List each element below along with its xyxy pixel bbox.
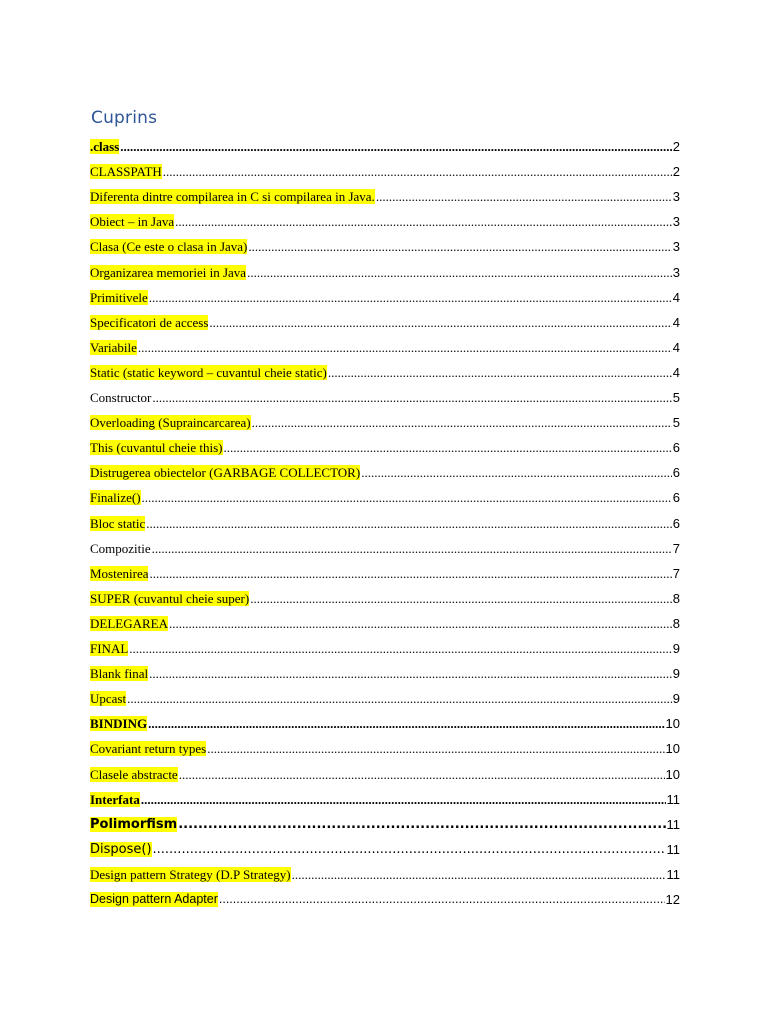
- toc-entry-label: Static (static keyword – cuvantul cheie static): [90, 364, 327, 380]
- toc-entry-page-number: 9: [672, 666, 680, 682]
- toc-entry-label: Variabile: [90, 339, 137, 355]
- toc-entry[interactable]: [90, 584, 680, 606]
- toc-dot-leader: [252, 415, 672, 430]
- toc-entry-page-number: 5: [672, 390, 680, 405]
- toc-entry[interactable]: [90, 132, 680, 154]
- toc-entry-label: This (cuvantul cheie this): [90, 440, 223, 456]
- toc-dot-leader: [152, 541, 672, 556]
- toc-dot-leader: [207, 741, 664, 756]
- toc-entry-page-number: 9: [672, 641, 680, 656]
- toc-entry-label: Polimorfism: [90, 816, 178, 832]
- toc-entry-page-number: 6: [672, 440, 680, 456]
- toc-entry-page-number: 8: [672, 615, 680, 631]
- toc-entry-label: Diferenta dintre compilarea in C si compilarea in Java.: [90, 189, 375, 205]
- toc-dot-leader: [219, 892, 665, 907]
- toc-entry-page-number: 3: [672, 189, 680, 205]
- toc-entry[interactable]: [90, 684, 680, 706]
- toc-entry[interactable]: [90, 408, 680, 430]
- toc-dot-leader: [152, 390, 671, 405]
- toc-dot-leader: [129, 641, 671, 656]
- toc-entry-label: Bloc static: [90, 515, 146, 531]
- toc-entry-label: Clasele abstracte: [90, 766, 178, 782]
- toc-entry[interactable]: [90, 383, 680, 405]
- toc-entry[interactable]: [90, 333, 680, 355]
- toc-dot-leader: [149, 566, 671, 581]
- toc-entry-label: Dispose(): [90, 841, 152, 857]
- toc-entry-label: Clasa (Ce este o clasa in Java): [90, 239, 248, 255]
- toc-entry[interactable]: [90, 182, 680, 204]
- toc-entry-page-number: 11: [666, 866, 680, 882]
- toc-entry-label: BINDING: [90, 716, 148, 732]
- toc-entry-label: SUPER (cuvantul cheie super): [90, 590, 250, 606]
- toc-entry-page-number: 7: [672, 565, 680, 581]
- toc-entry[interactable]: [90, 283, 680, 305]
- toc-entry-label: Finalize(): [90, 490, 141, 506]
- toc-entry[interactable]: [90, 785, 680, 807]
- toc-entry[interactable]: [90, 559, 680, 581]
- toc-entry[interactable]: [90, 232, 680, 254]
- toc-dot-leader: [248, 239, 671, 254]
- toc-entry-page-number: 5: [672, 415, 680, 431]
- toc-dot-leader: [148, 716, 664, 731]
- toc-entry[interactable]: [90, 835, 680, 857]
- toc-entry[interactable]: [90, 810, 680, 832]
- toc-dot-leader: [142, 490, 672, 505]
- toc-dot-leader: [141, 792, 666, 807]
- toc-entry-page-number: 6: [672, 465, 680, 481]
- toc-dot-leader: [153, 842, 666, 857]
- toc-entry-label: DELEGAREA: [90, 615, 168, 631]
- toc-entry[interactable]: [90, 659, 680, 681]
- toc-entry-page-number: 3: [672, 214, 680, 230]
- toc-dot-leader: [328, 365, 672, 380]
- toc-entry-page-number: 10: [665, 741, 680, 757]
- toc-entry-page-number: 9: [672, 691, 680, 707]
- toc-entry-page-number: 11: [666, 791, 680, 807]
- toc-entry-page-number: 2: [672, 139, 680, 154]
- toc-dot-leader: [361, 465, 672, 480]
- toc-entry-label: Primitivele: [90, 289, 148, 305]
- toc-entry[interactable]: [90, 885, 680, 907]
- toc-entry-label: .class: [90, 139, 120, 154]
- toc-entry[interactable]: [90, 609, 680, 631]
- toc-entry[interactable]: [90, 207, 680, 229]
- toc-dot-leader: [250, 591, 672, 606]
- toc-entry-label: Compozitie: [90, 540, 151, 556]
- toc-entry-label: Distrugerea obiectelor (GARBAGE COLLECTOR): [90, 465, 361, 481]
- toc-entry-label: Specificatori de access: [90, 314, 209, 330]
- toc-entry-label: CLASSPATH: [90, 164, 162, 180]
- toc-dot-leader: [209, 315, 671, 330]
- toc-entry-page-number: 2: [672, 164, 680, 180]
- toc-entry-label: Blank final: [90, 666, 149, 682]
- toc-title: Cuprins: [91, 108, 158, 128]
- toc-entry-page-number: 8: [672, 590, 680, 606]
- toc-entry[interactable]: [90, 760, 680, 782]
- toc-entry-label: Interfata: [90, 791, 140, 807]
- toc-entry-page-number: 12: [665, 892, 680, 907]
- toc-entry-label: Design pattern Adapter: [90, 892, 218, 906]
- toc-entry-page-number: 6: [672, 490, 680, 506]
- toc-entry-page-number: 11: [666, 841, 680, 857]
- toc-entry-label: Design pattern Strategy (D.P Strategy): [90, 866, 291, 882]
- toc-entry-label: Overloading (Supraincarcarea): [90, 415, 251, 431]
- toc-entry-page-number: 3: [672, 239, 680, 255]
- toc-dot-leader: [179, 767, 665, 782]
- toc-dot-leader: [163, 164, 672, 179]
- toc-entry[interactable]: [90, 860, 680, 882]
- toc-entry[interactable]: [90, 483, 680, 505]
- toc-entry-label: Covariant return types: [90, 741, 207, 757]
- toc-entry-label: FINAL: [90, 641, 129, 656]
- toc-entry-label: Obiect – in Java: [90, 214, 175, 230]
- toc-dot-leader: [178, 817, 665, 832]
- toc-entry[interactable]: [90, 534, 680, 556]
- toc-entry-page-number: 4: [672, 339, 680, 355]
- toc-entry-page-number: 6: [672, 515, 680, 531]
- toc-dot-leader: [169, 616, 672, 631]
- toc-entry[interactable]: [90, 509, 680, 531]
- toc-dot-leader: [376, 189, 672, 204]
- toc-entry[interactable]: [90, 458, 680, 480]
- toc-entry-label: Organizarea memoriei in Java: [90, 264, 247, 280]
- toc-entry-page-number: 4: [672, 314, 680, 330]
- toc-entry-page-number: 10: [665, 766, 680, 782]
- toc-entry-label: Constructor: [90, 390, 152, 405]
- toc-dot-leader: [149, 290, 672, 305]
- toc-dot-leader: [127, 691, 672, 706]
- toc-entry-page-number: 11: [666, 816, 680, 832]
- toc-entry[interactable]: [90, 358, 680, 380]
- toc-dot-leader: [292, 867, 666, 882]
- toc-entry-label: Mostenirea: [90, 565, 149, 581]
- toc-entry-label: Upcast: [90, 691, 127, 707]
- toc-entry[interactable]: [90, 734, 680, 756]
- toc-entry[interactable]: [90, 308, 680, 330]
- toc-entry-page-number: 4: [672, 289, 680, 305]
- toc-dot-leader: [149, 666, 672, 681]
- toc-entry[interactable]: [90, 433, 680, 455]
- toc-entry-page-number: 7: [672, 540, 680, 556]
- toc-dot-leader: [224, 440, 672, 455]
- toc-dot-leader: [120, 139, 672, 154]
- toc-dot-leader: [247, 265, 672, 280]
- toc-dot-leader: [175, 214, 672, 229]
- toc-entry-page-number: 10: [665, 716, 680, 732]
- toc-entry-page-number: 3: [672, 264, 680, 280]
- toc-entry[interactable]: [90, 634, 680, 656]
- toc-entry[interactable]: [90, 709, 680, 731]
- toc-dot-leader: [138, 340, 672, 355]
- toc-entry-page-number: 4: [672, 364, 680, 380]
- toc-entry[interactable]: [90, 157, 680, 179]
- toc-dot-leader: [146, 516, 672, 531]
- toc-entry[interactable]: [90, 258, 680, 280]
